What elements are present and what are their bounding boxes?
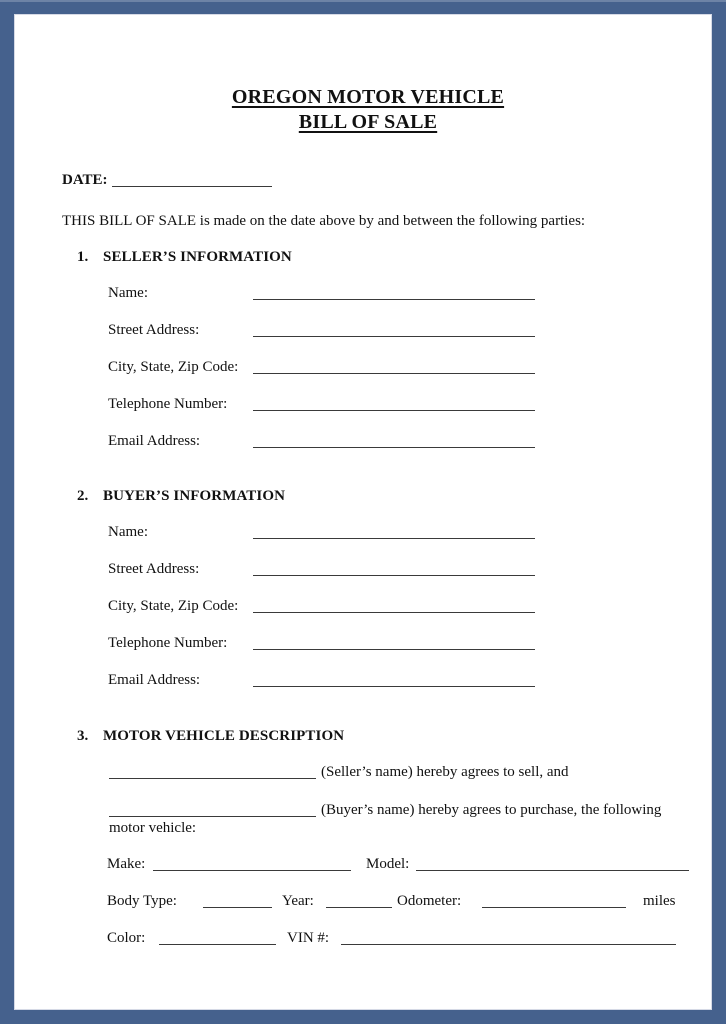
body-year-odometer-row — [107, 891, 676, 911]
document-page — [14, 14, 712, 1010]
seller-street-address-line[interactable] — [253, 321, 535, 337]
buyer-city-state-zip-row — [108, 596, 535, 616]
buyer-name-row — [108, 522, 535, 542]
buyer-name-line[interactable] — [253, 523, 535, 539]
section-buyer-heading — [77, 486, 285, 506]
color-line[interactable] — [159, 929, 276, 945]
buyer-email-label: Email Address: — [108, 672, 201, 688]
seller-name-row — [108, 283, 535, 303]
odometer-miles-suffix: miles — [643, 893, 676, 909]
buyer-street-address-row — [108, 559, 535, 579]
make-label: Make: — [107, 856, 146, 872]
seller-telephone-row — [108, 394, 535, 414]
make-model-row — [107, 854, 689, 874]
year-line[interactable] — [326, 892, 392, 908]
year-label: Year: — [282, 893, 314, 909]
buyer-email-line[interactable] — [253, 671, 535, 687]
seller-telephone-line[interactable] — [253, 395, 535, 411]
section-buyer-number: 2. — [77, 488, 89, 504]
seller-name-label: Name: — [108, 285, 148, 301]
buyer-email-row — [108, 670, 535, 690]
buyer-telephone-row — [108, 633, 535, 653]
buyer-street-address-line[interactable] — [253, 560, 535, 576]
seller-clause-row — [109, 762, 569, 782]
section-buyer-title: BUYER’S INFORMATION — [103, 488, 286, 504]
intro-text: THIS BILL OF SALE is made on the date above by and between the following parties: — [62, 213, 586, 229]
vin-line[interactable] — [341, 929, 676, 945]
buyer-telephone-line[interactable] — [253, 634, 535, 650]
seller-street-address-row — [108, 320, 535, 340]
buyer-name-blank-line[interactable] — [109, 801, 316, 817]
seller-street-address-label: Street Address: — [108, 322, 200, 338]
body-type-line[interactable] — [203, 892, 272, 908]
seller-email-label: Email Address: — [108, 433, 201, 449]
document-title-line1: OREGON MOTOR VEHICLE — [231, 86, 505, 108]
buyer-city-state-zip-label: City, State, Zip Code: — [108, 598, 239, 614]
seller-email-line[interactable] — [253, 432, 535, 448]
vin-label: VIN #: — [287, 930, 330, 946]
seller-city-state-zip-row — [108, 357, 535, 377]
buyer-clause-continuation: motor vehicle: — [109, 820, 197, 836]
seller-city-state-zip-line[interactable] — [253, 358, 535, 374]
date-row — [62, 170, 272, 190]
model-line[interactable] — [416, 855, 689, 871]
buyer-name-label: Name: — [108, 524, 148, 540]
body-type-label: Body Type: — [107, 893, 177, 909]
section-vehicle-number: 3. — [77, 728, 89, 744]
odometer-line[interactable] — [482, 892, 626, 908]
color-label: Color: — [107, 930, 146, 946]
buyer-clause-text: (Buyer’s name) hereby agrees to purchase, the following — [321, 802, 662, 818]
seller-email-row — [108, 431, 535, 451]
seller-city-state-zip-label: City, State, Zip Code: — [108, 359, 239, 375]
seller-name-line[interactable] — [253, 284, 535, 300]
date-input-line[interactable] — [112, 171, 272, 187]
section-seller-title: SELLER’S INFORMATION — [103, 249, 292, 265]
seller-name-blank-line[interactable] — [109, 763, 316, 779]
odometer-label: Odometer: — [397, 893, 462, 909]
color-vin-row — [107, 928, 676, 948]
seller-telephone-label: Telephone Number: — [108, 396, 228, 412]
seller-clause-text: (Seller’s name) hereby agrees to sell, and — [321, 764, 569, 780]
document-title — [25, 85, 711, 135]
buyer-street-address-label: Street Address: — [108, 561, 200, 577]
buyer-clause-row — [109, 800, 661, 820]
model-label: Model: — [366, 856, 410, 872]
section-seller-heading — [77, 247, 292, 267]
buyer-telephone-label: Telephone Number: — [108, 635, 228, 651]
document-title-line2: BILL OF SALE — [298, 111, 438, 133]
make-line[interactable] — [153, 855, 351, 871]
date-label: DATE: — [62, 172, 108, 188]
section-vehicle-title: MOTOR VEHICLE DESCRIPTION — [103, 728, 345, 744]
section-vehicle-heading — [77, 726, 344, 746]
buyer-city-state-zip-line[interactable] — [253, 597, 535, 613]
section-seller-number: 1. — [77, 249, 89, 265]
